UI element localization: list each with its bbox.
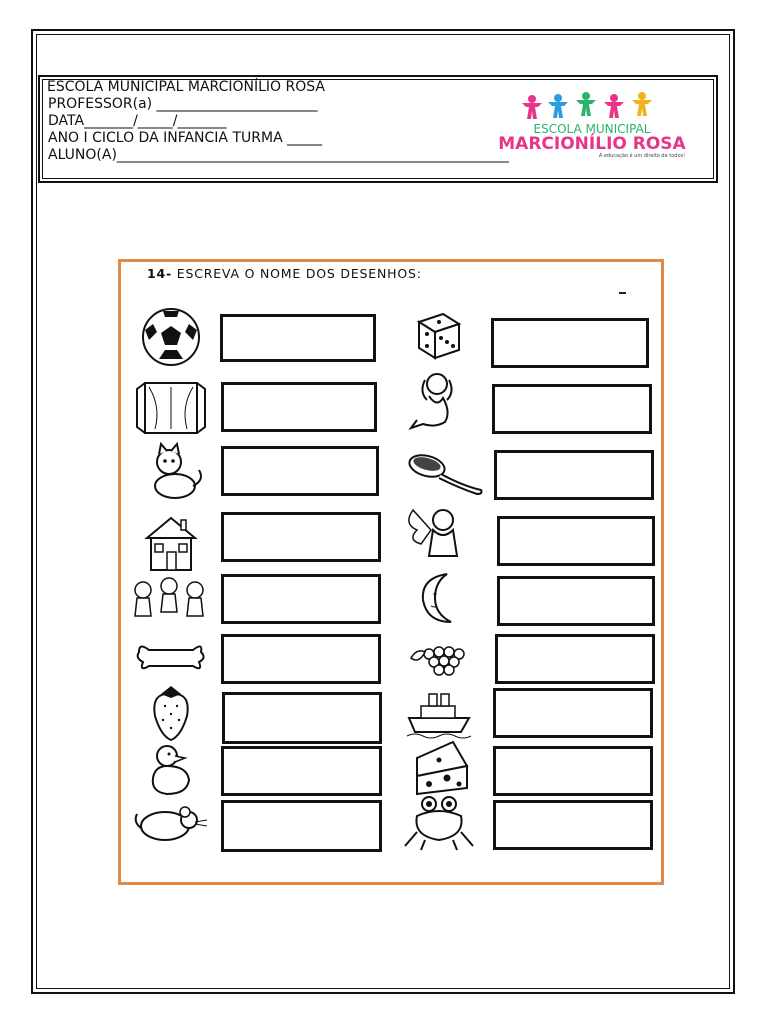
stray-mark — [619, 292, 626, 294]
logo-figures-icon — [522, 92, 652, 119]
answer-box-frog[interactable] — [493, 800, 653, 850]
logo-tagline: A educação é um direito de todos! — [598, 153, 686, 159]
fairy-icon — [399, 500, 479, 562]
mouse-icon — [131, 792, 211, 854]
grapes-icon — [399, 628, 479, 690]
bone-icon — [131, 628, 211, 690]
answer-box-moon[interactable] — [497, 576, 655, 626]
logo-line1: ESCOLA MUNICIPAL — [533, 122, 651, 136]
hairbrush-icon — [403, 446, 483, 508]
answer-box-ship[interactable] — [493, 688, 653, 738]
strawberry-icon — [131, 682, 211, 744]
ship-icon — [399, 682, 479, 744]
answer-box-mouse[interactable] — [221, 800, 382, 852]
answer-box-fairy[interactable] — [497, 516, 655, 566]
class-field[interactable]: ANO I CICLO DA INFANCIA TURMA _____ — [48, 130, 323, 146]
answer-box-cat[interactable] — [221, 446, 379, 496]
answer-box-hairbrush[interactable] — [494, 450, 654, 500]
worksheet-panel — [118, 259, 664, 885]
dice-icon — [399, 304, 479, 366]
answer-box-children[interactable] — [221, 574, 381, 624]
exercise-title — [147, 266, 422, 281]
answer-box-window[interactable] — [221, 382, 377, 432]
professor-field[interactable]: PROFESSOR(a) _______________________ — [48, 96, 318, 112]
exercise-number: 14- — [147, 266, 172, 281]
school-name: ESCOLA MUNICIPAL MARCIONÍLIO ROSA — [47, 79, 325, 95]
answer-box-cheese[interactable] — [493, 746, 653, 796]
student-field[interactable]: ALUNO(A)________________________________________________________ — [48, 147, 509, 163]
answer-box-house[interactable] — [221, 512, 381, 562]
house-icon — [131, 512, 211, 574]
school-logo — [492, 89, 692, 159]
answer-box-mermaid[interactable] — [492, 384, 652, 434]
answer-box-dice[interactable] — [491, 318, 649, 368]
answer-box-grapes[interactable] — [495, 634, 655, 684]
logo-line2: MARCIONÍLIO ROSA — [498, 134, 686, 154]
answer-box-strawberry[interactable] — [222, 692, 382, 744]
duck-icon — [131, 738, 211, 800]
moon-icon — [401, 568, 481, 630]
header-box — [38, 75, 718, 183]
window-icon — [131, 377, 211, 439]
exercise-instruction: ESCREVA O NOME DOS DESENHOS: — [176, 266, 422, 281]
answer-box-duck[interactable] — [221, 746, 382, 796]
children-icon — [129, 572, 209, 634]
answer-box-bone[interactable] — [221, 634, 381, 684]
frog-icon — [399, 792, 479, 854]
cheese-icon — [403, 736, 483, 798]
answer-box-soccer-ball[interactable] — [220, 314, 376, 362]
cat-icon — [131, 440, 211, 502]
mermaid-icon — [399, 368, 479, 430]
soccer-ball-icon — [131, 304, 211, 366]
date-field[interactable]: DATA_______/_____/_______ — [48, 113, 227, 129]
